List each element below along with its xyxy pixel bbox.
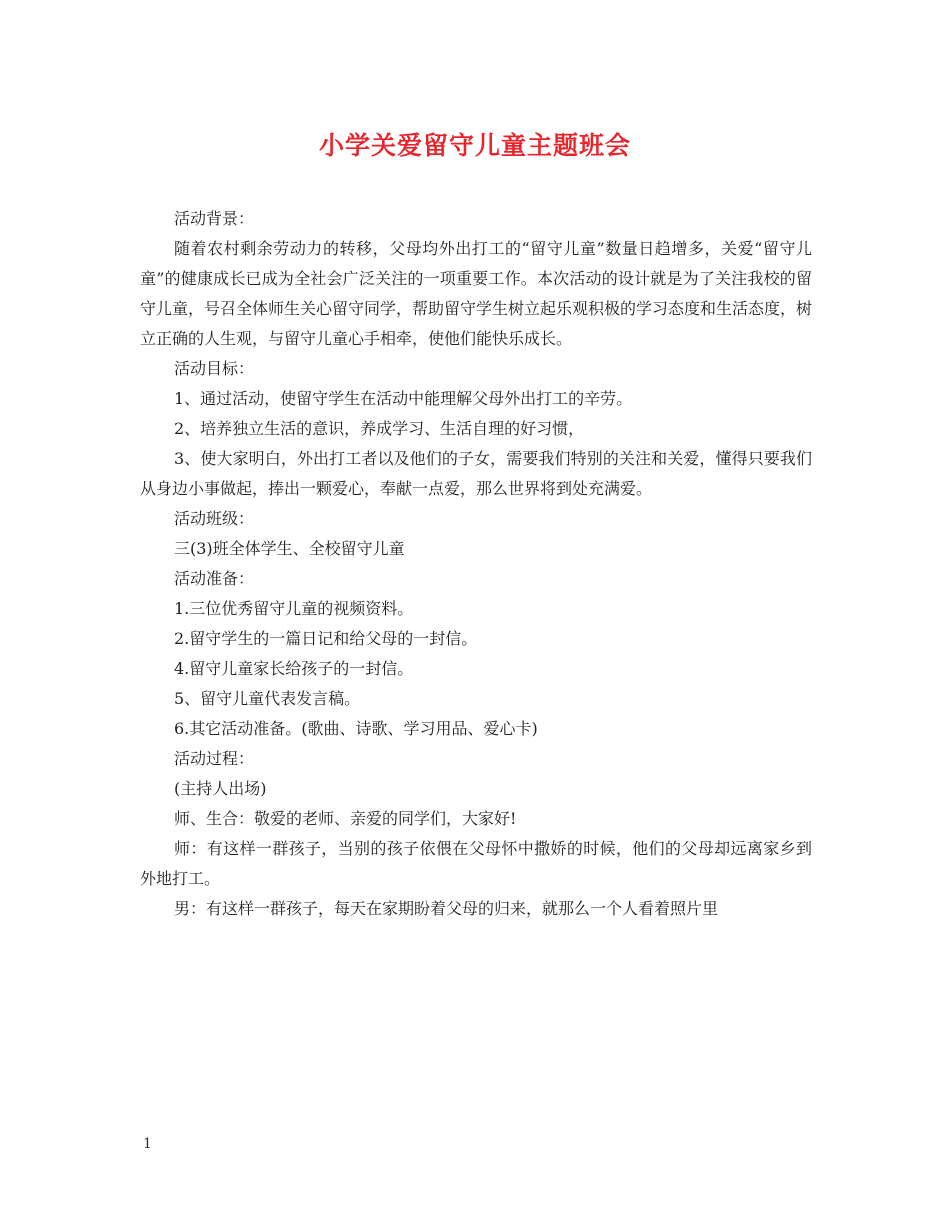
- paragraph-background-heading: 活动背景：: [174, 209, 255, 228]
- paragraph-class-text: 三(3)班全体学生、全校留守儿童: [174, 539, 405, 558]
- paragraph-class-heading: 活动班级：: [174, 509, 255, 528]
- paragraph-prep-5: 5、留守儿童代表发言稿。: [174, 689, 361, 708]
- paragraph-prep-2: 2.留守学生的一篇日记和给父母的一封信。: [174, 629, 478, 648]
- paragraph-prep-4: 4.留守儿童家长给孩子的一封信。: [174, 659, 414, 678]
- page-number: 1: [143, 1136, 152, 1152]
- document-body: [140, 204, 812, 924]
- paragraph-background-text: 随着农村剩余劳动力的转移，父母均外出打工的“留守儿童”数量日趋增多，关爱“留守儿童”的健康成长已成为全社会广泛关注的一项重要工作。本次活动的设计就是为了关注我校的留守儿童，号召全体师生关心留守同学，帮助留守学生树立起乐观积极的学习态度和生活态度，树立正确的人生观，与留守儿童心手相牵，使他们能快乐成长。: [140, 239, 813, 348]
- paragraph-greeting: 师、生合：敬爱的老师、亲爱的同学们，大家好!: [174, 809, 517, 828]
- paragraph-goals-heading: 活动目标：: [174, 359, 255, 378]
- paragraph-process-heading: 活动过程：: [174, 749, 255, 768]
- paragraph-goal-3: 3、使大家明白，外出打工者以及他们的子女，需要我们特别的关注和关爱，懂得只要我们从身边小事做起，捧出一颗爱心，奉献一点爱，那么世界将到处充满爱。: [140, 449, 812, 498]
- paragraph-goal-2: 2、培养独立生活的意识，养成学习、生活自理的好习惯，: [174, 419, 585, 438]
- paragraph-boy-line: 男：有这样一群孩子，每天在家期盼着父母的归来，就那么一个人看着照片里: [174, 899, 719, 918]
- paragraph-prep-6: 6.其它活动准备。(歌曲、诗歌、学习用品、爱心卡): [174, 719, 538, 738]
- paragraph-host-entrance: (主持人出场): [174, 779, 267, 798]
- paragraph-prep-heading: 活动准备：: [174, 569, 255, 588]
- paragraph-goal-1: 1、通过活动，使留守学生在活动中能理解父母外出打工的辛劳。: [174, 389, 633, 408]
- paragraph-teacher-line: 师：有这样一群孩子，当别的孩子依偎在父母怀中撒娇的时候，他们的父母却远离家乡到外地打工。: [140, 839, 812, 888]
- document-title: 小学关爱留守儿童主题班会: [318, 131, 631, 160]
- paragraph-prep-1: 1.三位优秀留守儿童的视频资料。: [174, 599, 414, 618]
